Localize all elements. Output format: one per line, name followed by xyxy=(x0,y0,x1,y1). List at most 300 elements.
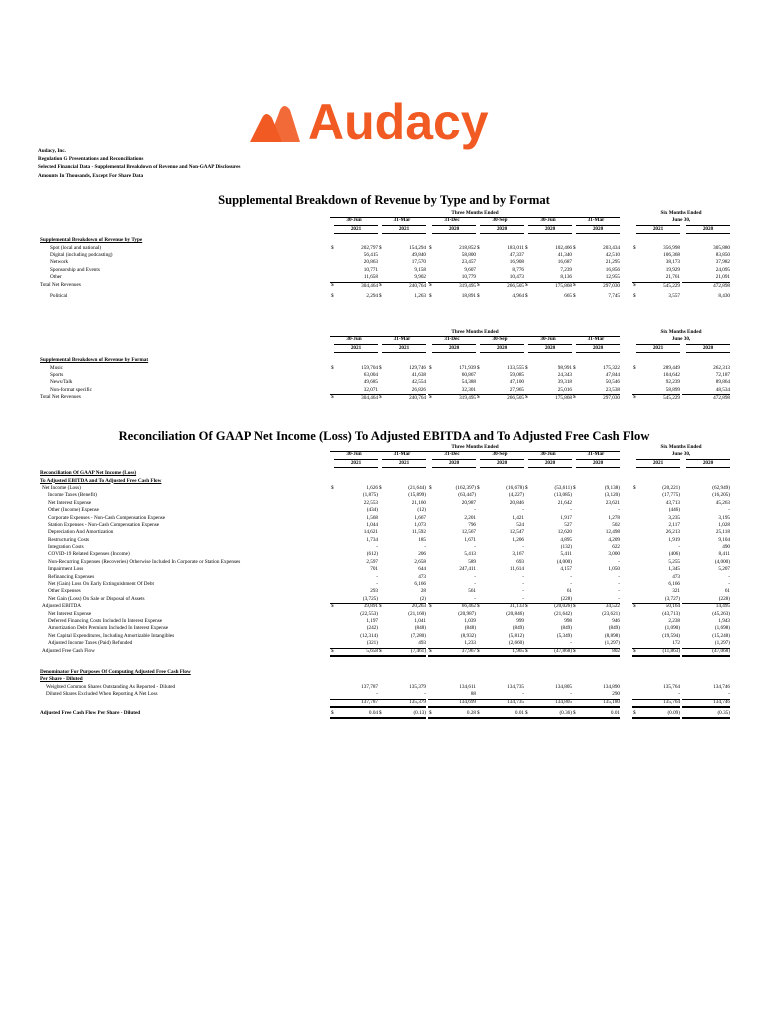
revenue-breakdown-title: Supplemental Breakdown of Revenue by Type and by Format xyxy=(218,193,550,207)
row-label: Total Net Revenues xyxy=(40,281,81,288)
cell-value: 56,415 xyxy=(363,251,378,258)
cell-value: - xyxy=(522,581,524,588)
cell-value: (848) xyxy=(464,625,476,632)
cell-value: 60,867 xyxy=(461,371,476,378)
dollar-sign: $ xyxy=(331,647,334,654)
cell-value: (19,594) xyxy=(662,632,680,639)
cell-value: 41,638 xyxy=(411,371,426,378)
cell-value: 644 xyxy=(418,566,426,573)
table-row xyxy=(38,684,738,691)
cell-value: 589 xyxy=(468,558,476,565)
table-row xyxy=(38,259,738,266)
row-label: Sponsorship and Events xyxy=(50,266,100,273)
column-date: 30-Jun xyxy=(540,336,556,343)
units-note: Amounts In Thousands, Except For Share Data xyxy=(38,172,144,179)
cell-value: (21,644) xyxy=(408,484,426,491)
cell-value: 693 xyxy=(516,558,524,565)
reconciliation-heading: Reconciliation Of GAAP Net Income (Loss) xyxy=(40,470,137,477)
cell-value: 304,464 xyxy=(330,394,378,402)
cell-value: 154,294 xyxy=(409,244,426,251)
cell-value: 8,776 xyxy=(512,266,524,273)
table-row xyxy=(38,611,738,618)
column-date-header xyxy=(38,217,738,224)
cell-value: 527 xyxy=(564,521,572,528)
column-date: 30-Jun xyxy=(346,451,362,458)
cell-value: (446) xyxy=(668,507,680,514)
cell-value: - xyxy=(618,507,620,514)
column-year: 2021 xyxy=(334,344,378,353)
cell-value: (23,621) xyxy=(602,610,620,617)
cell-value: (2,660) xyxy=(476,640,524,648)
cell-value: 49,840 xyxy=(411,251,426,258)
cell-value: - xyxy=(678,544,680,551)
cell-value: (12) xyxy=(417,507,426,514)
cell-value: 9,902 xyxy=(414,274,426,281)
cell-value: 0.01 xyxy=(572,710,620,719)
cell-value: 202,797 xyxy=(361,244,378,251)
cell-value: 6,166 xyxy=(668,581,680,588)
cell-value: 183,011 xyxy=(507,244,524,251)
cell-value: 2,238 xyxy=(668,617,680,624)
cell-value: 134,735 xyxy=(507,683,524,690)
cell-value: (1,297) xyxy=(572,640,620,648)
cell-value: 66,462 xyxy=(461,603,476,610)
cell-value: 4,209 xyxy=(608,536,620,543)
cell-value: 185 xyxy=(418,536,426,543)
cell-value: (5,349) xyxy=(556,632,572,639)
cell-value: 1,233 xyxy=(428,640,476,648)
cell-value: - xyxy=(376,573,378,580)
column-year-header xyxy=(38,225,738,232)
section-heading xyxy=(38,470,738,477)
cell-value: 1,626 xyxy=(366,484,378,491)
cell-value: 8,136 xyxy=(560,274,572,281)
dollar-sign: $ xyxy=(525,292,528,299)
cell-value: 8,411 xyxy=(718,551,730,558)
cell-value: 59,085 xyxy=(509,371,524,378)
column-year: 2020 xyxy=(480,344,524,353)
cell-value: 4,895 xyxy=(560,536,572,543)
cell-value: 1,568 xyxy=(366,514,378,521)
row-label: Amortization Debt Premium Included In Interest Expense xyxy=(48,625,169,632)
dollar-sign: $ xyxy=(525,709,528,716)
row-label: Depreciation And Amortization xyxy=(48,529,114,536)
cell-value: 218,852 xyxy=(459,244,476,251)
cell-value: - xyxy=(378,691,426,699)
cell-value: 9,607 xyxy=(464,266,476,273)
dollar-sign: $ xyxy=(525,364,528,371)
cell-value: (0.36) xyxy=(524,710,572,719)
cell-value: 37,967 xyxy=(428,648,476,657)
cell-value: 356,998 xyxy=(663,244,680,251)
row-label: Other xyxy=(50,274,62,281)
table-row xyxy=(38,372,738,379)
table-row xyxy=(38,379,738,386)
column-year: 2021 xyxy=(636,344,680,353)
row-label: Adjusted Free Cash Flow xyxy=(42,647,95,654)
cell-value: - xyxy=(570,573,572,580)
cell-value: 9,104 xyxy=(718,536,730,543)
cell-value: 1,965 xyxy=(476,648,524,657)
dollar-sign: $ xyxy=(477,394,480,401)
cell-value: (4,227) xyxy=(508,492,524,499)
cell-value: 1,671 xyxy=(464,536,476,543)
cell-value: (5,812) xyxy=(508,632,524,639)
cell-value: 3,000 xyxy=(608,551,620,558)
cell-value: (3,725) xyxy=(330,596,378,604)
cell-value: (47,868) xyxy=(524,648,572,657)
cell-value: 21,761 xyxy=(665,274,680,281)
cell-value: 137,787 xyxy=(330,699,378,708)
row-label: Net Interest Expense xyxy=(48,499,92,506)
cell-value: (16,678) xyxy=(506,484,524,491)
cell-value: 58,800 xyxy=(461,251,476,258)
row-label: COVID-19 Related Expenses (Income) xyxy=(48,551,130,558)
table-row xyxy=(38,274,738,281)
cell-value: 9,158 xyxy=(414,266,426,273)
column-date: 30-Jun xyxy=(346,336,362,343)
table-row xyxy=(38,293,738,300)
cell-value: 545,229 xyxy=(632,394,680,402)
cell-value: 266,505 xyxy=(476,282,524,290)
cell-value: 20,263 xyxy=(411,603,426,610)
table-row xyxy=(38,394,738,401)
cell-value: 21,642 xyxy=(557,499,572,506)
column-year: 2020 xyxy=(528,344,572,353)
dollar-sign: $ xyxy=(379,394,382,401)
cell-value: - xyxy=(474,544,476,551)
cell-value: 297,030 xyxy=(572,394,620,402)
column-year: 2020 xyxy=(480,459,524,468)
cell-value: - xyxy=(476,691,524,699)
row-label: Net Interest Expense xyxy=(48,610,92,617)
reconciliation-subheading: To Adjusted EBITDA and To Adjusted Free Cash Flow xyxy=(40,477,162,484)
cell-value: 266,505 xyxy=(476,394,524,402)
cell-value: 89,864 xyxy=(715,379,730,386)
document-header xyxy=(38,147,240,180)
six-months-header: Six Months Ended xyxy=(660,444,702,450)
column-group-header xyxy=(38,329,738,336)
audacy-logo-mark xyxy=(248,100,302,144)
cell-value: (20,987) xyxy=(458,610,476,617)
cell-value: 3,557 xyxy=(668,292,680,299)
column-date: 31-Dec xyxy=(444,336,460,343)
cell-value: 135,379 xyxy=(409,683,426,690)
six-months-header: Six Months Ended xyxy=(660,210,702,216)
cell-value: 1,050 xyxy=(608,566,620,573)
dollar-sign: $ xyxy=(429,364,432,371)
cell-value: - xyxy=(522,544,524,551)
dollar-sign: $ xyxy=(633,603,636,610)
cell-value: (848) xyxy=(414,625,426,632)
cell-value: (7,461) xyxy=(378,648,426,657)
dollar-sign: $ xyxy=(331,292,334,299)
cell-value: 17,570 xyxy=(411,259,426,266)
table-row xyxy=(38,625,738,632)
column-date: 31-Mar xyxy=(587,217,605,224)
dollar-sign: $ xyxy=(633,281,636,288)
cell-value: 5,658 xyxy=(330,648,378,657)
table-row xyxy=(38,691,738,698)
cell-value: 21,091 xyxy=(715,274,730,281)
cell-value: - xyxy=(728,573,730,580)
cell-value: 1,734 xyxy=(366,536,378,543)
dollar-sign: $ xyxy=(477,244,480,251)
cell-value: 134,805 xyxy=(524,699,572,708)
dollar-sign: $ xyxy=(525,603,528,610)
column-year: 2020 xyxy=(432,459,476,468)
cell-value: (0.35) xyxy=(682,710,730,719)
section-heading xyxy=(38,676,738,683)
cell-value: 12,955 xyxy=(605,274,620,281)
cell-value: (63,447) xyxy=(458,492,476,499)
cell-value: 1,028 xyxy=(718,521,730,528)
cell-value: 26,213 xyxy=(665,529,680,536)
column-date: 30-Jun xyxy=(346,217,362,224)
row-label: Sports xyxy=(50,371,64,378)
cell-value: 133,555 xyxy=(507,364,524,371)
cell-value: (15,899) xyxy=(408,492,426,499)
cell-value: (612) xyxy=(366,551,378,558)
dollar-sign: $ xyxy=(477,281,480,288)
cell-value: 998 xyxy=(564,617,572,624)
cell-value: - xyxy=(474,507,476,514)
cell-value: 665 xyxy=(564,292,572,299)
column-year: 2021 xyxy=(334,459,378,468)
cell-value: (21,160) xyxy=(408,610,426,617)
row-label: Music xyxy=(50,364,63,371)
column-year: 2020 xyxy=(686,225,730,234)
cell-value: (0.09) xyxy=(632,710,680,719)
column-date: 31-Mar xyxy=(587,451,605,458)
row-label: Net Capital Expenditures, Including Amortizable Intangibles xyxy=(48,632,175,639)
cell-value: (406) xyxy=(668,551,680,558)
table-row xyxy=(38,282,738,289)
table-row xyxy=(38,365,738,372)
spacer xyxy=(38,655,738,669)
cell-value: 37,982 xyxy=(715,259,730,266)
cell-value: - xyxy=(474,573,476,580)
cell-value: 50,546 xyxy=(605,379,620,386)
cell-value: 1,421 xyxy=(512,514,524,521)
cell-value: 7,745 xyxy=(608,292,620,299)
cell-value: 321 xyxy=(672,588,680,595)
column-year: 2020 xyxy=(480,225,524,234)
cell-value: 61 xyxy=(566,588,572,595)
cell-value: 561 xyxy=(468,588,476,595)
dollar-sign: $ xyxy=(331,364,334,371)
column-year: 2020 xyxy=(432,225,476,234)
cell-value: (849) xyxy=(512,625,524,632)
cell-value: 4,964 xyxy=(512,292,524,299)
cell-value: 293 xyxy=(370,588,378,595)
cell-value: 319,495 xyxy=(428,394,476,402)
cell-value: - xyxy=(632,691,680,699)
column-date: 30-Jun xyxy=(540,451,556,458)
dollar-sign: $ xyxy=(379,292,382,299)
cell-value: 134,699 xyxy=(428,699,476,708)
cell-value: 11,614 xyxy=(509,566,524,573)
cell-value: (7,280) xyxy=(410,632,426,639)
section-heading xyxy=(38,478,738,485)
dollar-sign: $ xyxy=(429,244,432,251)
cell-value: 24,095 xyxy=(715,266,730,273)
row-label: News/Talk xyxy=(50,379,73,386)
cell-value: 38,173 xyxy=(665,259,680,266)
cell-value: (22,553) xyxy=(360,610,378,617)
cell-value: 7,239 xyxy=(560,266,572,273)
dollar-sign: $ xyxy=(573,603,576,610)
table-row xyxy=(38,252,738,259)
table-row xyxy=(38,515,738,522)
cell-value: 14,495 xyxy=(715,603,730,610)
dollar-sign: $ xyxy=(379,647,382,654)
table-row xyxy=(38,603,738,610)
dollar-sign: $ xyxy=(633,244,636,251)
column-date: 30-Jun xyxy=(540,217,556,224)
cell-value: 1,073 xyxy=(414,521,426,528)
row-label: Net Income (Loss) xyxy=(42,484,81,491)
cell-value: 31,133 xyxy=(509,603,524,610)
dollar-sign: $ xyxy=(429,709,432,716)
cell-value: 3,195 xyxy=(718,514,730,521)
cell-value: 8,430 xyxy=(718,292,730,299)
cell-value: 999 xyxy=(516,617,524,624)
column-year: 2021 xyxy=(636,459,680,468)
cell-value: 25,016 xyxy=(557,386,572,393)
table-row xyxy=(38,559,738,566)
column-year: 2020 xyxy=(576,344,620,353)
dollar-sign: $ xyxy=(331,709,334,716)
dollar-sign: $ xyxy=(429,647,432,654)
cell-value: 26,826 xyxy=(411,386,426,393)
cell-value: (228) xyxy=(682,596,730,604)
cell-value: (8,898) xyxy=(604,632,620,639)
cell-value: 21,160 xyxy=(411,499,426,506)
ebitda-reconciliation-table xyxy=(38,444,738,717)
dollar-sign: $ xyxy=(525,281,528,288)
dollar-sign: $ xyxy=(477,292,480,299)
row-label: Diluted Shares Excluded When Reporting A Net Loss xyxy=(46,691,158,698)
cell-value: 21,295 xyxy=(605,259,620,266)
dollar-sign: $ xyxy=(573,484,576,491)
ebitda-reconciliation-title: Reconciliation Of GAAP Net Income (Loss) To Adjusted EBITDA and To Adjusted Free Cash Flow xyxy=(118,429,650,443)
column-year: 2020 xyxy=(432,344,476,353)
dollar-sign: $ xyxy=(573,364,576,371)
cell-value: - xyxy=(522,573,524,580)
cell-value: 701 xyxy=(370,566,378,573)
cell-value: (45,263) xyxy=(712,610,730,617)
cell-value: 134,746 xyxy=(682,699,730,708)
column-group-header xyxy=(38,444,738,451)
cell-value: - xyxy=(330,691,378,699)
cell-value: 12,620 xyxy=(557,529,572,536)
revenue-by-type-table xyxy=(38,210,738,300)
cell-value: 2,294 xyxy=(366,292,378,299)
table-row xyxy=(38,500,738,507)
cell-value: 134,805 xyxy=(555,683,572,690)
cell-value: 1,044 xyxy=(366,521,378,528)
dollar-sign: $ xyxy=(633,484,636,491)
cell-value: 134,735 xyxy=(476,699,524,708)
three-months-header: Three Months Ended xyxy=(330,329,620,337)
cell-value: 28 xyxy=(420,588,426,595)
cell-value: 1,039 xyxy=(464,617,476,624)
row-label: Adjusted EBITDA xyxy=(42,603,82,610)
column-year: 2020 xyxy=(686,459,730,468)
cell-value: 1,263 xyxy=(414,292,426,299)
column-year: 2020 xyxy=(686,344,730,353)
cell-value: 102,466 xyxy=(555,244,572,251)
dollar-sign: $ xyxy=(379,603,382,610)
cell-value: 135,764 xyxy=(632,699,680,708)
cell-value: 1,919 xyxy=(668,536,680,543)
dollar-sign: $ xyxy=(573,281,576,288)
column-date: 31-Dec xyxy=(444,451,460,458)
table-row xyxy=(38,245,738,252)
table-row xyxy=(38,522,738,529)
table-row xyxy=(38,618,738,625)
cell-value: - xyxy=(474,581,476,588)
cell-value: - xyxy=(618,581,620,588)
cell-value: 3,167 xyxy=(512,551,524,558)
row-label: Adjusted Income Taxes (Paid) Refunded xyxy=(48,640,133,647)
dollar-sign: $ xyxy=(573,244,576,251)
dollar-sign: $ xyxy=(429,292,432,299)
cell-value: (16,205) xyxy=(712,492,730,499)
cell-value: 490 xyxy=(722,544,730,551)
cell-value: 23,621 xyxy=(605,499,620,506)
cell-value: 11,658 xyxy=(363,274,378,281)
cell-value: (4,000) xyxy=(556,558,572,565)
table-row xyxy=(38,574,738,581)
row-label: Non-format specific xyxy=(50,386,92,393)
table-row xyxy=(38,537,738,544)
cell-value: 134,746 xyxy=(713,683,730,690)
cell-value: 20,863 xyxy=(363,259,378,266)
row-label: Digital (including podcasting) xyxy=(50,251,113,258)
row-label: Corporate Expenses - Non-Cash Compensation Expense xyxy=(48,514,166,521)
dollar-sign: $ xyxy=(633,394,636,401)
cell-value: (8,932) xyxy=(460,632,476,639)
cell-value: 0.04 xyxy=(330,710,378,719)
cell-value: 47,337 xyxy=(509,251,524,258)
revenue-by-format-heading: Supplemental Breakdown of Revenue by Format xyxy=(40,357,149,364)
revenue-by-type-heading: Supplemental Breakdown of Revenue by Type xyxy=(40,237,143,244)
column-date: 31-Mar xyxy=(393,217,411,224)
cell-value: - xyxy=(570,581,572,588)
denominator-subheading: Per Share - Diluted xyxy=(40,676,83,683)
cell-value: 1,943 xyxy=(718,617,730,624)
cell-value: - xyxy=(572,596,620,604)
cell-value: (20,221) xyxy=(662,484,680,491)
audacy-logo-text: Audacy xyxy=(308,94,489,150)
column-year: 2021 xyxy=(382,459,426,468)
column-date: 30-Sep xyxy=(492,451,508,458)
cell-value: 24,343 xyxy=(557,371,572,378)
cell-value: 16,856 xyxy=(605,266,620,273)
row-label: Total Net Revenues xyxy=(40,394,81,401)
row-label: Income Taxes (Benefit) xyxy=(48,492,97,499)
cell-value: 23,538 xyxy=(605,386,620,393)
dollar-sign: $ xyxy=(477,603,480,610)
cell-value: 47,844 xyxy=(605,371,620,378)
cell-value: (1,090) xyxy=(664,625,680,632)
cell-value: 92,239 xyxy=(665,379,680,386)
cell-value: 1,041 xyxy=(414,617,426,624)
row-label: Political xyxy=(50,292,68,299)
cell-value: 88 xyxy=(428,691,476,699)
